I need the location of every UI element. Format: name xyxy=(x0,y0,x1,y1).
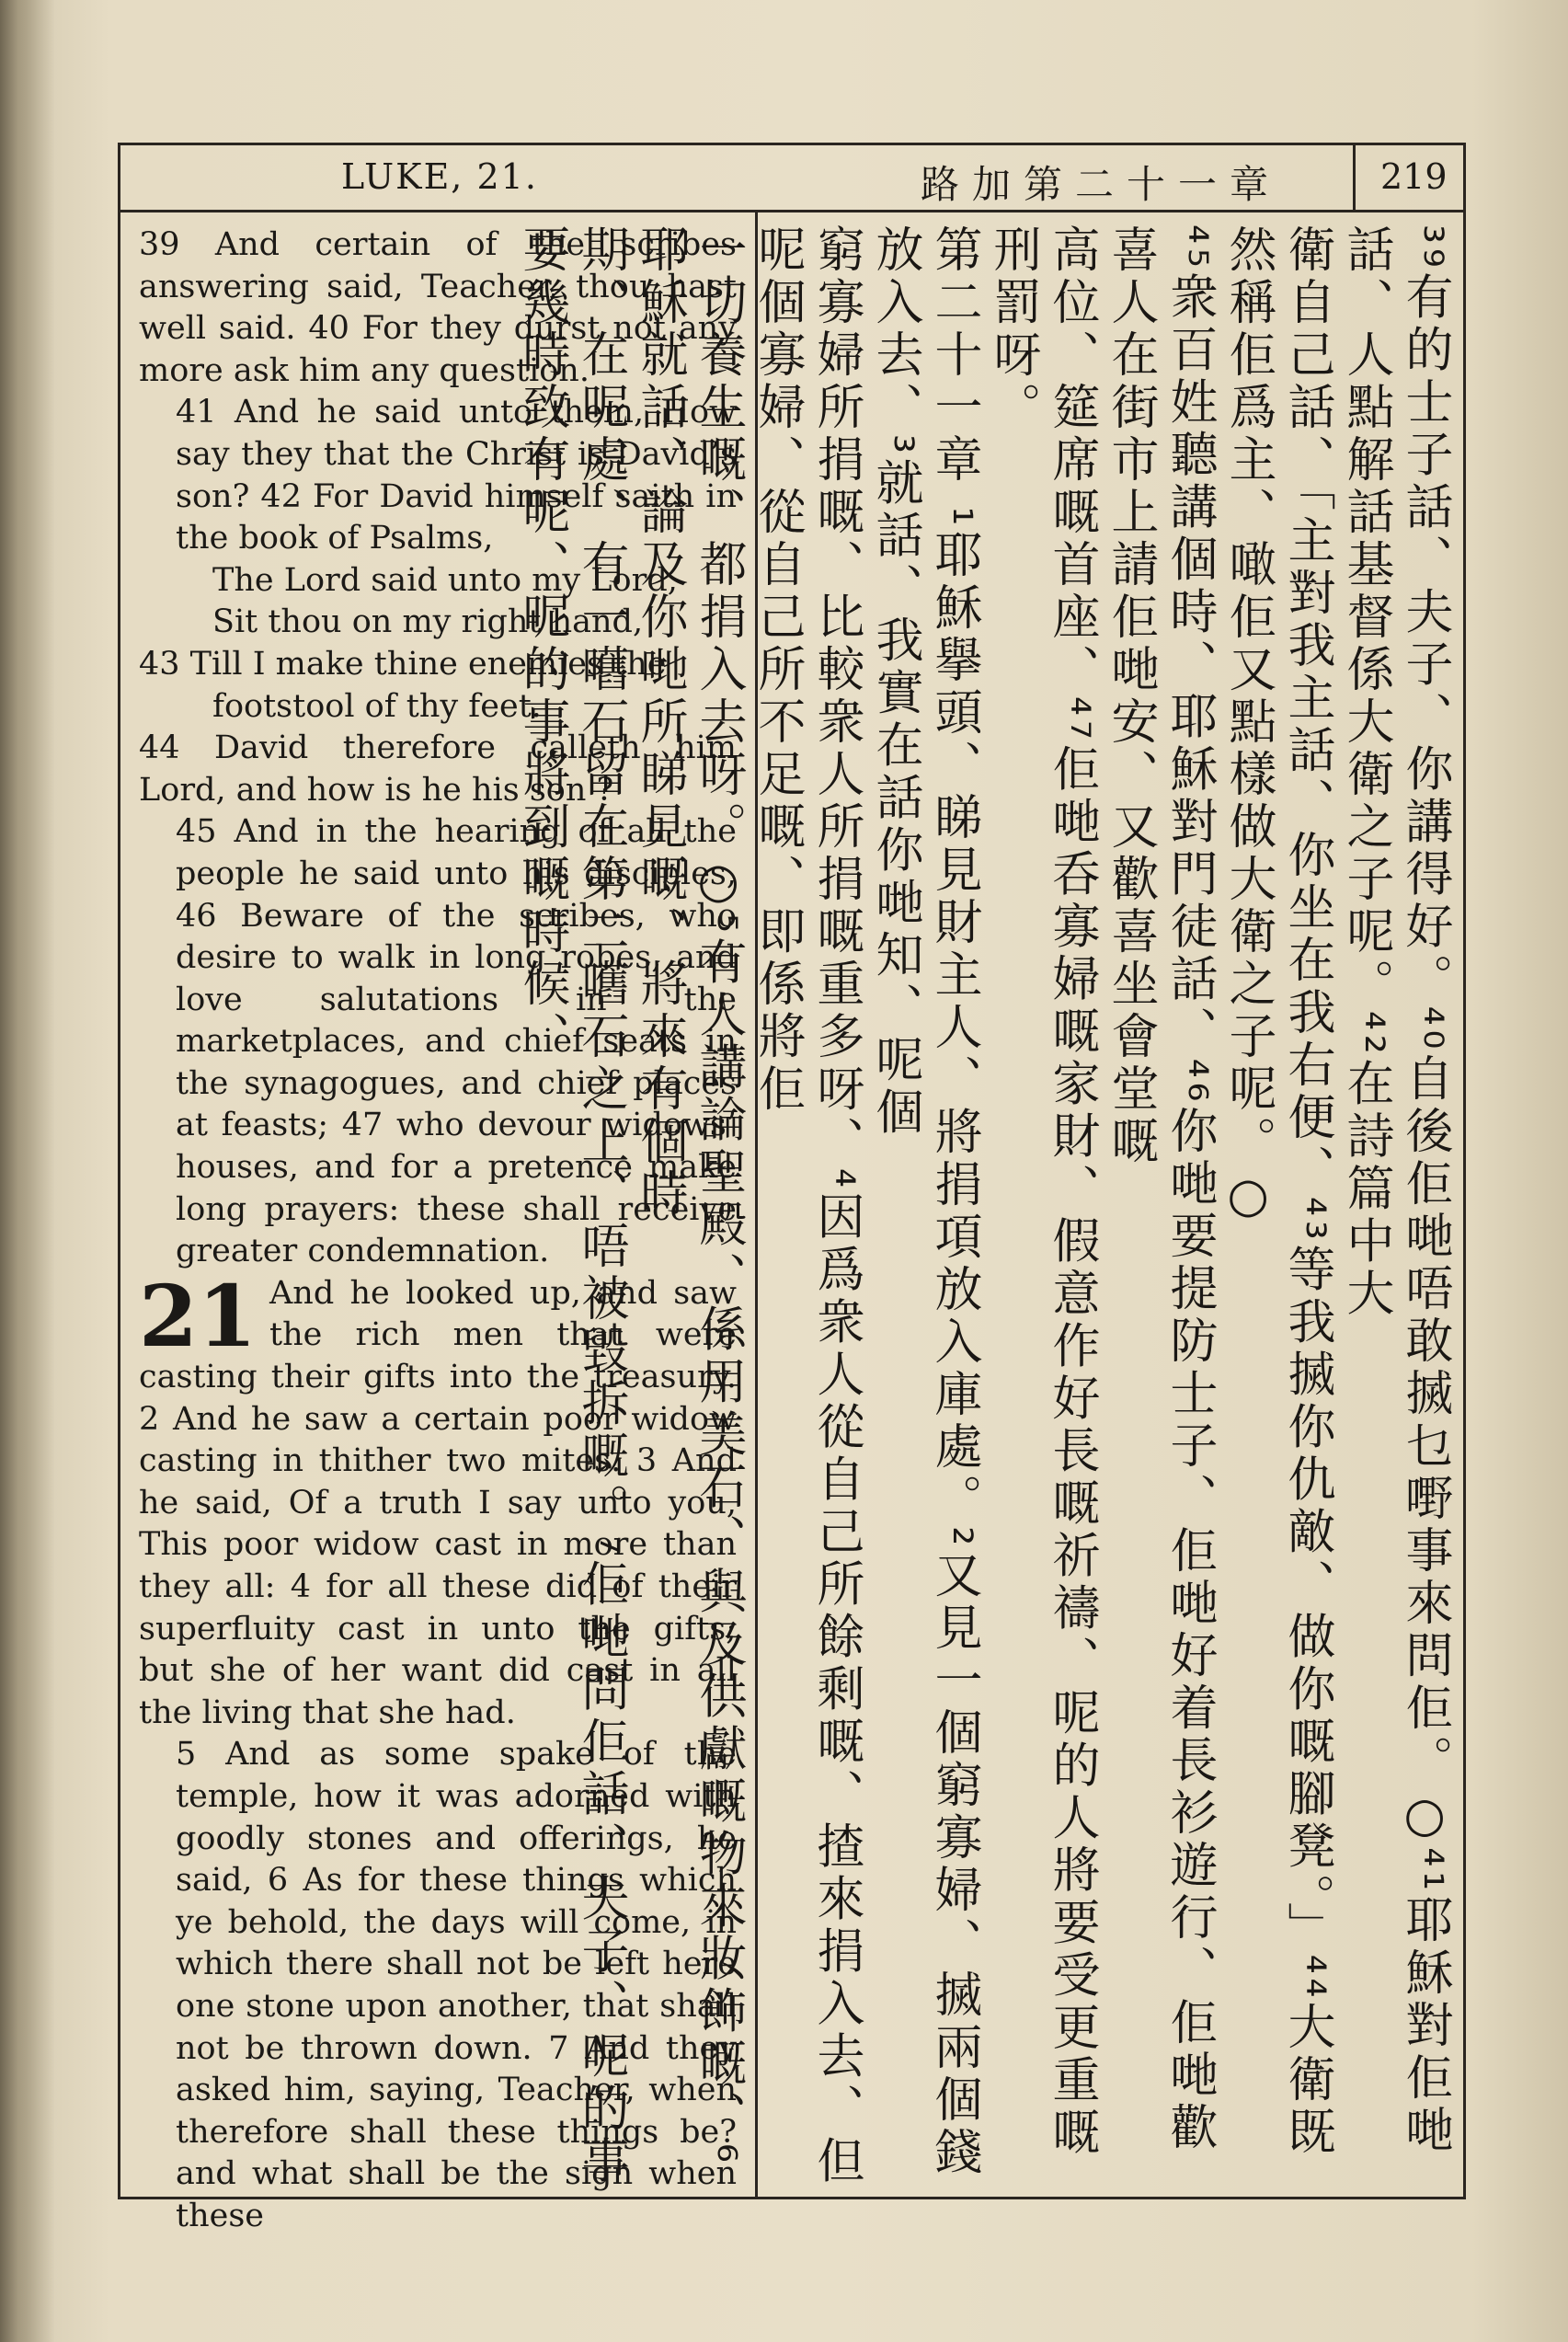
verse-paragraph: 5 And as some spake of the temple, how it was adorned with goodly stones and offerings, he said, 6 As for these things which ye behold, the days will come, in which there shall not be left here one stone upon another, that shall not be thrown down. 7 And they asked him, saying, Teacher, when therefore shall these things be? and what shall be the sign when these xyxy=(176,1736,737,2234)
chinese-column-5: 第二十一章 ¹耶穌擧頭、睇見財主人、將捐項放入庫處。²又見一個窮寡婦、搣兩個錢放入去、³就話、我實在話你哋知、呢個 xyxy=(867,224,981,2180)
chinese-column-7: 一切養生嘅、都捐入去呀。○⁵有人講論聖殿、係用美石、與及供獻嘅物來妝飾嘅、⁶耶穌就話、論及你哋所睇見嘅、將來有個時 xyxy=(632,224,746,2167)
chinese-column-3: ⁴⁵衆百姓聽講個時、耶穌對門徒話、⁴⁶你哋要提防士子、佢哋好着長衫遊行、佢哋歡喜人在街市上請佢哋安、又歡喜坐會堂嘅 xyxy=(1103,224,1217,2155)
chinese-column-1: ³⁹有的士子話、夫子、你講得好。⁴⁰自後佢哋唔敢搣乜嘢事來問佢。○⁴¹耶穌對佢哋話、人點解話基督係大衛之子呢。⁴²在詩篇中大 xyxy=(1338,224,1452,2158)
book-gutter xyxy=(0,0,55,2342)
header-chinese-title: 路加第二十一章 xyxy=(921,162,1282,207)
verse-paragraph: 44 David therefore calleth him Lord, and how is he his son ? xyxy=(139,729,737,809)
poetry-line: The Lord said unto my Lord, xyxy=(212,561,678,599)
poetry-line: Sit thou on my right hand, xyxy=(212,603,644,641)
chinese-column-2: 衛自己話、「主對我主話、你坐在我右便、⁴³等我搣你仇敵、做你嘅腳凳。」⁴⁴大衛既然稱佢爲主、噉佢又點樣做大衛之子呢。○ xyxy=(1220,224,1334,2160)
chinese-column-6: 窮寡婦所捐嘅、比較衆人所捐嘅重多呀、⁴因爲衆人從自己所餘剩嘅、揸來捐入去、但呢個寡婦、從自己所不足嘅、即係將佢 xyxy=(750,224,864,2188)
chinese-column-4: 高位、筵席嘅首座、⁴⁷佢哋呑寡婦嘅家財、假意作好長嘅祈禱、呢的人將要受更重嘅刑罰呀。 xyxy=(985,224,1099,2160)
verse-paragraph: And he looked up, and saw the rich men that were casting their gifts into the treasury. 2 And he saw a certain poor widow casting in thither two mites. 3 And he said, Of a truth I say unto you, This poor widow cast in more than they all: 4 for all these did of their superfluity cast in unto the gifts; but she of her want did cast in all the living that she had. xyxy=(139,1274,737,1731)
verse-paragraph: 45 And in the hearing of all the people he said unto his disciples, 46 Beware of the scribes, who desire to walk in long robes, and love salutations in the marketplaces, and chief seats in the synagogues, and chief places at feasts; 47 who devour widows’ houses, and for a pretence make long prayers: these shall receive greater condemnation. xyxy=(176,813,737,1270)
chinese-text-column xyxy=(514,224,1454,2193)
verse-paragraph: 39 And certain of the scribes answering said, Teacher, thou hast well said. 40 For they durst not any more ask him any question. xyxy=(139,226,737,389)
header-book-chapter: LUKE, 21. xyxy=(341,156,538,197)
header-divider xyxy=(1353,145,1356,210)
page-frame xyxy=(118,143,1466,2234)
chapter-number: 21 xyxy=(139,1266,258,1366)
poetry-line: footstool of thy feet. xyxy=(212,687,542,725)
poetry-line: 43 Till I make thine enemies the xyxy=(139,645,667,683)
chinese-column-8: 期、在呢處、有一嚿石留在第二嚿石之上、唔被毀拆嘅。⁷佢哋問佢話、夫子、呢的事要幾時致有呢、呢的事將到嘅時候、 xyxy=(514,224,628,2188)
page-number: 219 xyxy=(1380,156,1448,197)
verse-paragraph: 41 And he said unto them, How say they that the Christ is David’s son? 42 For David himself saith in the book of Psalms, xyxy=(176,394,737,557)
running-header xyxy=(120,145,1463,212)
